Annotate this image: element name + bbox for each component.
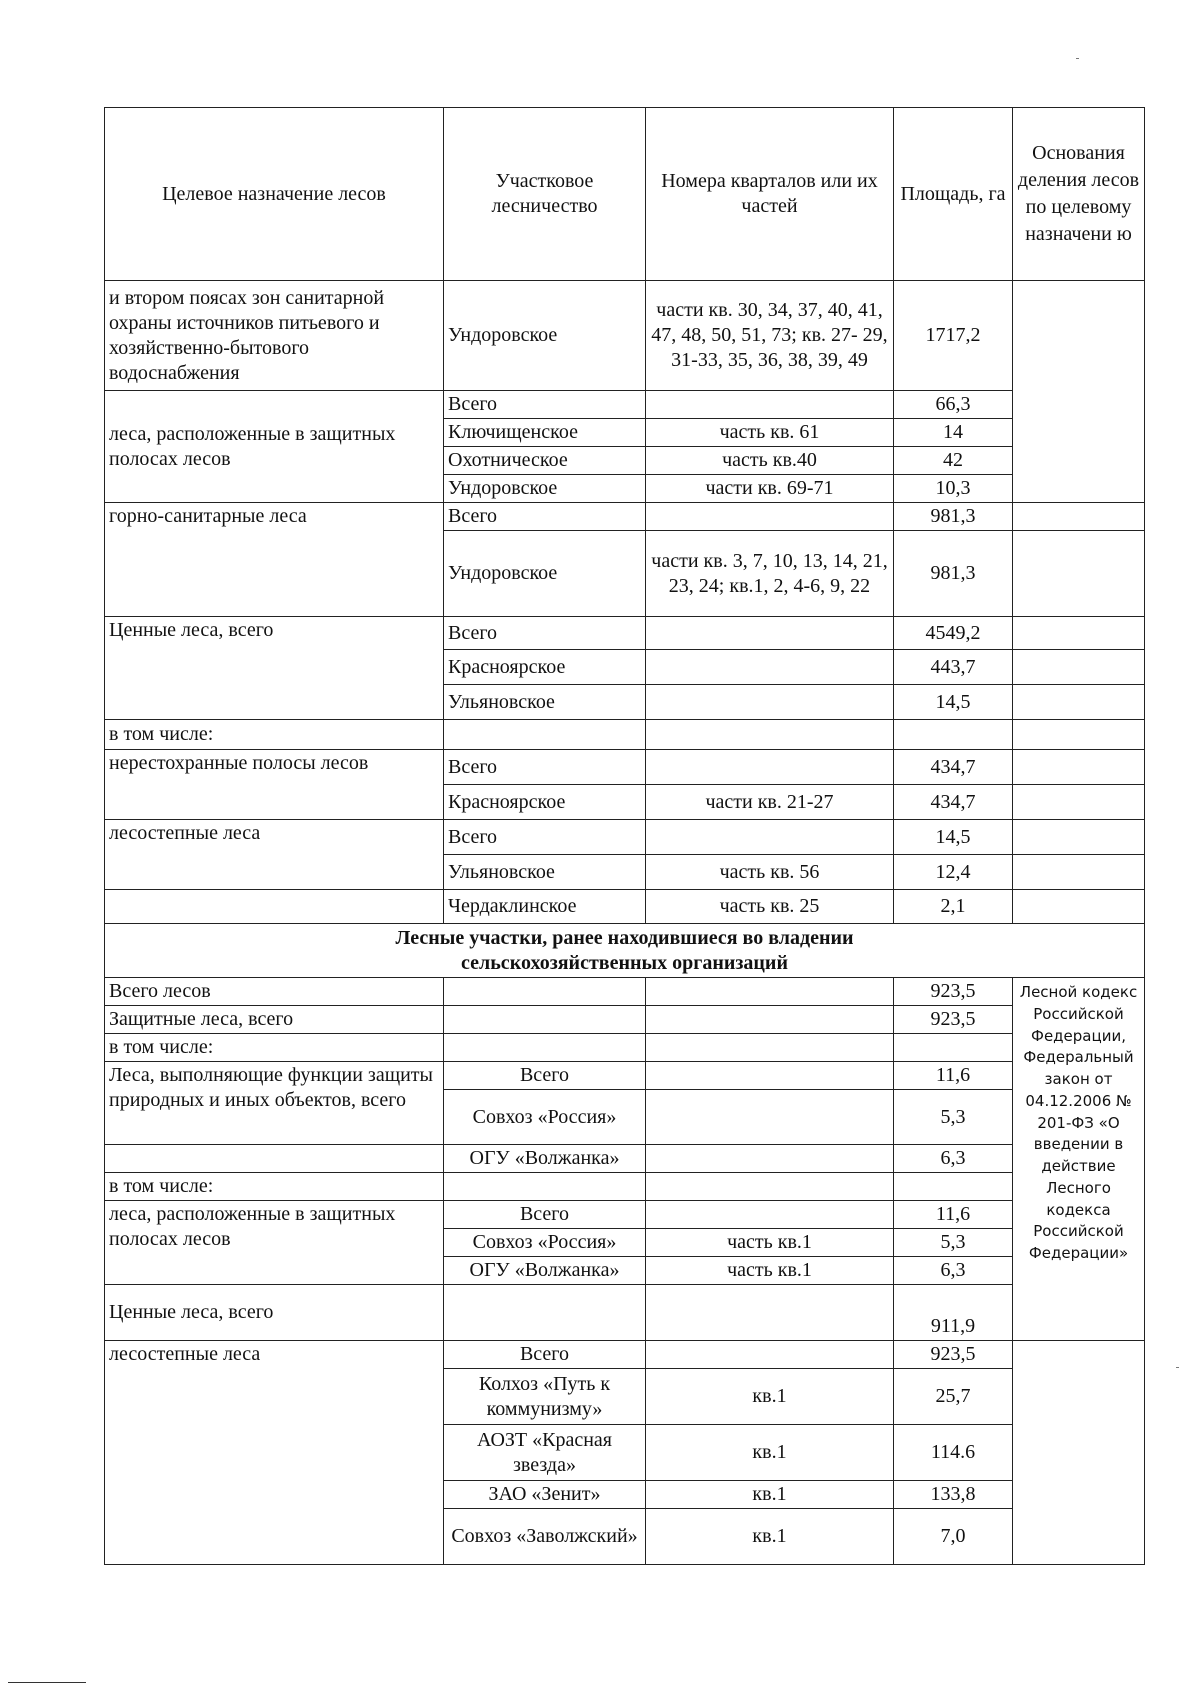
quarters-cell: [646, 978, 894, 1006]
table-row: [105, 1201, 1145, 1229]
forest-purpose-table: [104, 107, 1145, 1565]
table-row: [105, 1341, 1145, 1369]
district-cell: [444, 1173, 646, 1201]
quarters-cell: [646, 1062, 894, 1090]
table-row: [105, 1062, 1145, 1090]
area-cell: 2,1: [894, 890, 1013, 924]
area-cell: [894, 720, 1013, 750]
purpose-cell: Ценные леса, всего: [105, 617, 444, 720]
section-title: [105, 924, 1145, 978]
quarters-cell: [646, 503, 894, 531]
basis-cell: [1013, 1341, 1145, 1565]
district-cell: Красноярское: [444, 785, 646, 820]
purpose-cell: [105, 890, 444, 924]
area-cell: 14,5: [894, 685, 1013, 720]
district-cell: [444, 978, 646, 1006]
area-cell: [894, 1034, 1013, 1062]
area-cell: 923,5: [894, 1341, 1013, 1369]
quarters-cell: часть кв.1: [646, 1257, 894, 1285]
district-cell: Совхоз «Заволжский»: [444, 1509, 646, 1565]
quarters-cell: [646, 750, 894, 785]
district-cell: [444, 1285, 646, 1341]
district-cell: Красноярское: [444, 650, 646, 685]
quarters-cell: [646, 820, 894, 855]
district-cell: Ульяновское: [444, 855, 646, 890]
basis-cell: [1013, 855, 1145, 890]
header-district: Участковое лесничество: [444, 108, 646, 281]
area-cell: 981,3: [894, 503, 1013, 531]
basis-cell: [1013, 785, 1145, 820]
header-quarters: Номера кварталов или их частей: [646, 108, 894, 281]
basis-cell: [1013, 820, 1145, 855]
table-row: [105, 978, 1145, 1006]
quarters-cell: [646, 1090, 894, 1145]
section-title-text: Лесные участки, ранее находившиеся во владении сельскохозяйственных организаций: [395, 926, 854, 974]
area-cell: 25,7: [894, 1369, 1013, 1425]
basis-cell: [1013, 650, 1145, 685]
district-cell: Всего: [444, 750, 646, 785]
district-cell: Чердаклинское: [444, 890, 646, 924]
quarters-cell: [646, 1006, 894, 1034]
district-cell: Совхоз «Россия»: [444, 1090, 646, 1145]
purpose-cell: Леса, выполняющие функции защиты природных и иных объектов, всего: [105, 1062, 444, 1145]
basis-cell: [1013, 281, 1145, 503]
purpose-cell: Ценные леса, всего: [105, 1285, 444, 1341]
scan-speck: [1176, 1367, 1179, 1368]
quarters-cell: [646, 720, 894, 750]
district-cell: ОГУ «Волжанка»: [444, 1257, 646, 1285]
basis-cell: [1013, 531, 1145, 617]
basis-cell: [1013, 503, 1145, 531]
area-cell: 923,5: [894, 978, 1013, 1006]
quarters-cell: часть кв. 25: [646, 890, 894, 924]
district-cell: Совхоз «Россия»: [444, 1229, 646, 1257]
table-row: [105, 720, 1145, 750]
area-cell: 981,3: [894, 531, 1013, 617]
quarters-cell: [646, 650, 894, 685]
area-cell: 7,0: [894, 1509, 1013, 1565]
district-cell: АОЗТ «Красная звезда»: [444, 1425, 646, 1481]
quarters-cell: части кв. 3, 7, 10, 13, 14, 21, 23, 24; кв.1, 2, 4-6, 9, 22: [646, 531, 894, 617]
district-cell: Всего: [444, 503, 646, 531]
quarters-cell: часть кв.1: [646, 1229, 894, 1257]
quarters-cell: части кв. 21-27: [646, 785, 894, 820]
table-row: [105, 1285, 1145, 1341]
quarters-cell: часть кв.40: [646, 447, 894, 475]
basis-cell: [1013, 890, 1145, 924]
area-cell: 6,3: [894, 1145, 1013, 1173]
purpose-cell: [105, 1145, 444, 1173]
area-cell: 434,7: [894, 750, 1013, 785]
quarters-cell: [646, 1341, 894, 1369]
footer-rule: [8, 1682, 86, 1683]
quarters-cell: [646, 685, 894, 720]
legal-basis-note: Лесной кодекс Российской Федерации, Федеральный закон от 04.12.2006 № 201-ФЗ «О введении в действие Лесного кодекса Российской Федерации»: [1013, 978, 1145, 1341]
quarters-cell: [646, 1145, 894, 1173]
basis-cell: [1013, 720, 1145, 750]
quarters-cell: [646, 1034, 894, 1062]
quarters-cell: [646, 391, 894, 419]
area-cell: 11,6: [894, 1201, 1013, 1229]
basis-cell: [1013, 685, 1145, 720]
district-cell: Охотническое: [444, 447, 646, 475]
purpose-cell: лесостепные леса: [105, 820, 444, 890]
quarters-cell: части кв. 30, 34, 37, 40, 41, 47, 48, 50, 51, 73; кв. 27- 29, 31-33, 35, 36, 38, 39, 49: [646, 281, 894, 391]
purpose-cell: горно-санитарные леса: [105, 503, 444, 617]
district-cell: Колхоз «Путь к коммунизму»: [444, 1369, 646, 1425]
basis-cell: [1013, 750, 1145, 785]
area-cell: 923,5: [894, 1006, 1013, 1034]
table-row: [105, 617, 1145, 650]
area-cell: 5,3: [894, 1229, 1013, 1257]
district-cell: Ундоровское: [444, 475, 646, 503]
purpose-cell: лесостепные леса: [105, 1341, 444, 1565]
area-cell: 12,4: [894, 855, 1013, 890]
quarters-cell: части кв. 69-71: [646, 475, 894, 503]
quarters-cell: кв.1: [646, 1481, 894, 1509]
district-cell: Ундоровское: [444, 531, 646, 617]
purpose-cell: в том числе:: [105, 720, 444, 750]
district-cell: Ульяновское: [444, 685, 646, 720]
header-area: Площадь, га: [894, 108, 1013, 281]
header-row: [105, 108, 1145, 281]
table-row: [105, 1006, 1145, 1034]
quarters-cell: [646, 1201, 894, 1229]
area-cell: 5,3: [894, 1090, 1013, 1145]
purpose-cell: Всего лесов: [105, 978, 444, 1006]
section-row: [105, 924, 1145, 978]
quarters-cell: часть кв. 56: [646, 855, 894, 890]
district-cell: Всего: [444, 391, 646, 419]
table-row: [105, 820, 1145, 855]
table-row: [105, 1173, 1145, 1201]
purpose-cell: нерестохранные полосы лесов: [105, 750, 444, 820]
area-cell: 66,3: [894, 391, 1013, 419]
area-cell: 434,7: [894, 785, 1013, 820]
quarters-cell: часть кв. 61: [646, 419, 894, 447]
table-row: [105, 281, 1145, 391]
district-cell: [444, 720, 646, 750]
district-cell: Всего: [444, 1341, 646, 1369]
area-cell: 10,3: [894, 475, 1013, 503]
table-row: [105, 1034, 1145, 1062]
quarters-cell: кв.1: [646, 1369, 894, 1425]
purpose-cell: в том числе:: [105, 1034, 444, 1062]
area-cell: 114.6: [894, 1425, 1013, 1481]
table-row: [105, 750, 1145, 785]
quarters-cell: [646, 617, 894, 650]
quarters-cell: [646, 1285, 894, 1341]
district-cell: [444, 1006, 646, 1034]
table-row: [105, 391, 1145, 419]
district-cell: Всего: [444, 1201, 646, 1229]
quarters-cell: кв.1: [646, 1509, 894, 1565]
basis-cell: [1013, 617, 1145, 650]
area-cell: 42: [894, 447, 1013, 475]
area-cell: 133,8: [894, 1481, 1013, 1509]
quarters-cell: [646, 1173, 894, 1201]
area-cell: 1717,2: [894, 281, 1013, 391]
district-cell: Ундоровское: [444, 281, 646, 391]
district-cell: Всего: [444, 617, 646, 650]
area-cell: 911,9: [894, 1285, 1013, 1341]
area-cell: 14: [894, 419, 1013, 447]
scan-speck: [1076, 58, 1079, 59]
district-cell: Ключищенское: [444, 419, 646, 447]
district-cell: Всего: [444, 1062, 646, 1090]
district-cell: ЗАО «Зенит»: [444, 1481, 646, 1509]
quarters-cell: кв.1: [646, 1425, 894, 1481]
table-row: [105, 890, 1145, 924]
purpose-cell: леса, расположенные в защитных полосах лесов: [105, 391, 444, 503]
district-cell: Всего: [444, 820, 646, 855]
table-row: [105, 1145, 1145, 1173]
header-purpose: Целевое назначение лесов: [105, 108, 444, 281]
purpose-cell: и втором поясах зон санитарной охраны источников питьевого и хозяйственно-бытового водоснабжения: [105, 281, 444, 391]
purpose-cell: Защитные леса, всего: [105, 1006, 444, 1034]
district-cell: [444, 1034, 646, 1062]
district-cell: ОГУ «Волжанка»: [444, 1145, 646, 1173]
header-basis: Основания деления лесов по целевому назначени ю: [1013, 108, 1145, 281]
area-cell: 14,5: [894, 820, 1013, 855]
area-cell: 6,3: [894, 1257, 1013, 1285]
table-row: [105, 503, 1145, 531]
area-cell: 11,6: [894, 1062, 1013, 1090]
area-cell: [894, 1173, 1013, 1201]
area-cell: 4549,2: [894, 617, 1013, 650]
purpose-cell: леса, расположенные в защитных полосах лесов: [105, 1201, 444, 1285]
purpose-cell: в том числе:: [105, 1173, 444, 1201]
area-cell: 443,7: [894, 650, 1013, 685]
